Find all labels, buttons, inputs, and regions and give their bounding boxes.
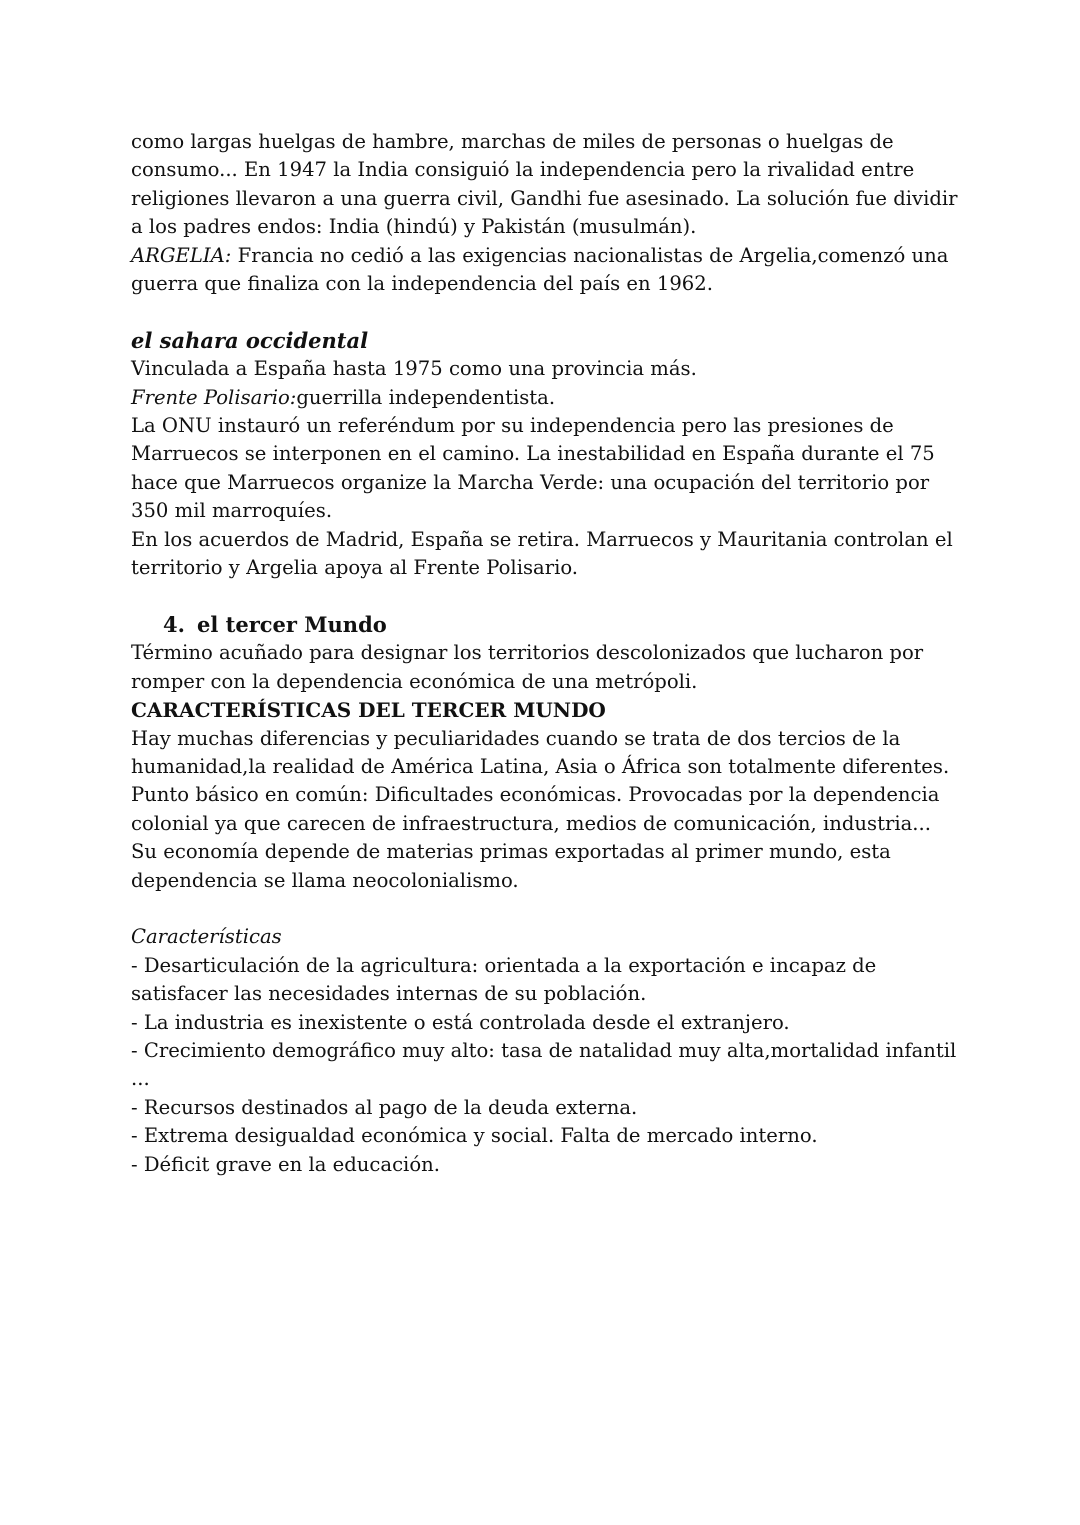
caracteristicas-heading: CARACTERÍSTICAS DEL TERCER MUNDO (131, 698, 606, 723)
sahara-paragraph-2: En los acuerdos de Madrid, España se retira. Marruecos y Mauritania controlan el territorio y Argelia apoya al Frente Polisario. (131, 527, 953, 580)
list-item: - Crecimiento demográfico muy alto: tasa de natalidad muy alta,mortalidad infantil ... (131, 1038, 957, 1091)
section-number: 4. (163, 611, 185, 637)
section-4-title (131, 611, 961, 639)
list-item: - Recursos destinados al pago de la deuda externa. (131, 1095, 638, 1119)
sahara-line1: Vinculada a España hasta 1975 como una provincia más. (131, 357, 697, 381)
india-paragraph: como largas huelgas de hambre, marchas de miles de personas o huelgas de consumo... En 1947 la India consiguió la independencia pero la rivalidad entre religiones llevaron a una guerra civil, Gandhi fue asesinado. La solución fue dividir a los padres endos: India (hindú) y Pakistán (musulmán). (131, 130, 958, 239)
list-heading: Características (131, 925, 282, 949)
argelia-paragraph (131, 242, 961, 299)
section-title-text: el tercer Mundo (197, 611, 387, 637)
spacer (131, 582, 961, 610)
argelia-text: Francia no cedió a las exigencias nacionalistas de Argelia,comenzó una guerra que finaliza con la independencia del país en 1962. (131, 243, 949, 296)
spacer (131, 895, 961, 923)
argelia-label: ARGELIA: (131, 243, 232, 267)
caracteristicas-list (131, 952, 961, 1179)
caracteristicas-paragraph: Hay muchas diferencias y peculiaridades cuando se trata de dos tercios de la humanidad,la realidad de América Latina, Asia o África son totalmente diferentes. Punto básico en común: Dificultades económicas. Provocadas por la dependencia colonial ya que carecen de infraestructura, medios de comunicación, industria... Su economía depende de materias primas exportadas al primer mundo, esta dependencia se llama neocolonialismo. (131, 726, 950, 892)
sahara-title: el sahara occidental (131, 327, 369, 353)
list-item: - Déficit grave en la educación. (131, 1152, 440, 1176)
sahara-paragraph-1: La ONU instauró un referéndum por su independencia pero las presiones de Marruecos se interponen en el camino. La inestabilidad en España durante el 75 hace que Marruecos organize la Marcha Verde: una ocupación del territorio por 350 mil marroquíes. (131, 414, 935, 523)
spacer (131, 298, 961, 326)
polisario-line (131, 384, 961, 412)
list-item: - Extrema desigualdad económica y social. Falta de mercado interno. (131, 1124, 818, 1148)
list-item: - Desarticulación de la agricultura: orientada a la exportación e incapaz de satisfacer las necesidades internas de su población. (131, 953, 877, 1006)
list-item: - La industria es inexistente o está controlada desde el extranjero. (131, 1010, 790, 1034)
tercer-mundo-definition: Término acuñado para designar los territorios descolonizados que lucharon por romper con la dependencia económica de una metrópoli. (131, 641, 924, 693)
document-page (131, 128, 961, 1179)
polisario-label: Frente Polisario: (131, 385, 297, 409)
polisario-text: guerrilla independentista. (296, 385, 556, 409)
